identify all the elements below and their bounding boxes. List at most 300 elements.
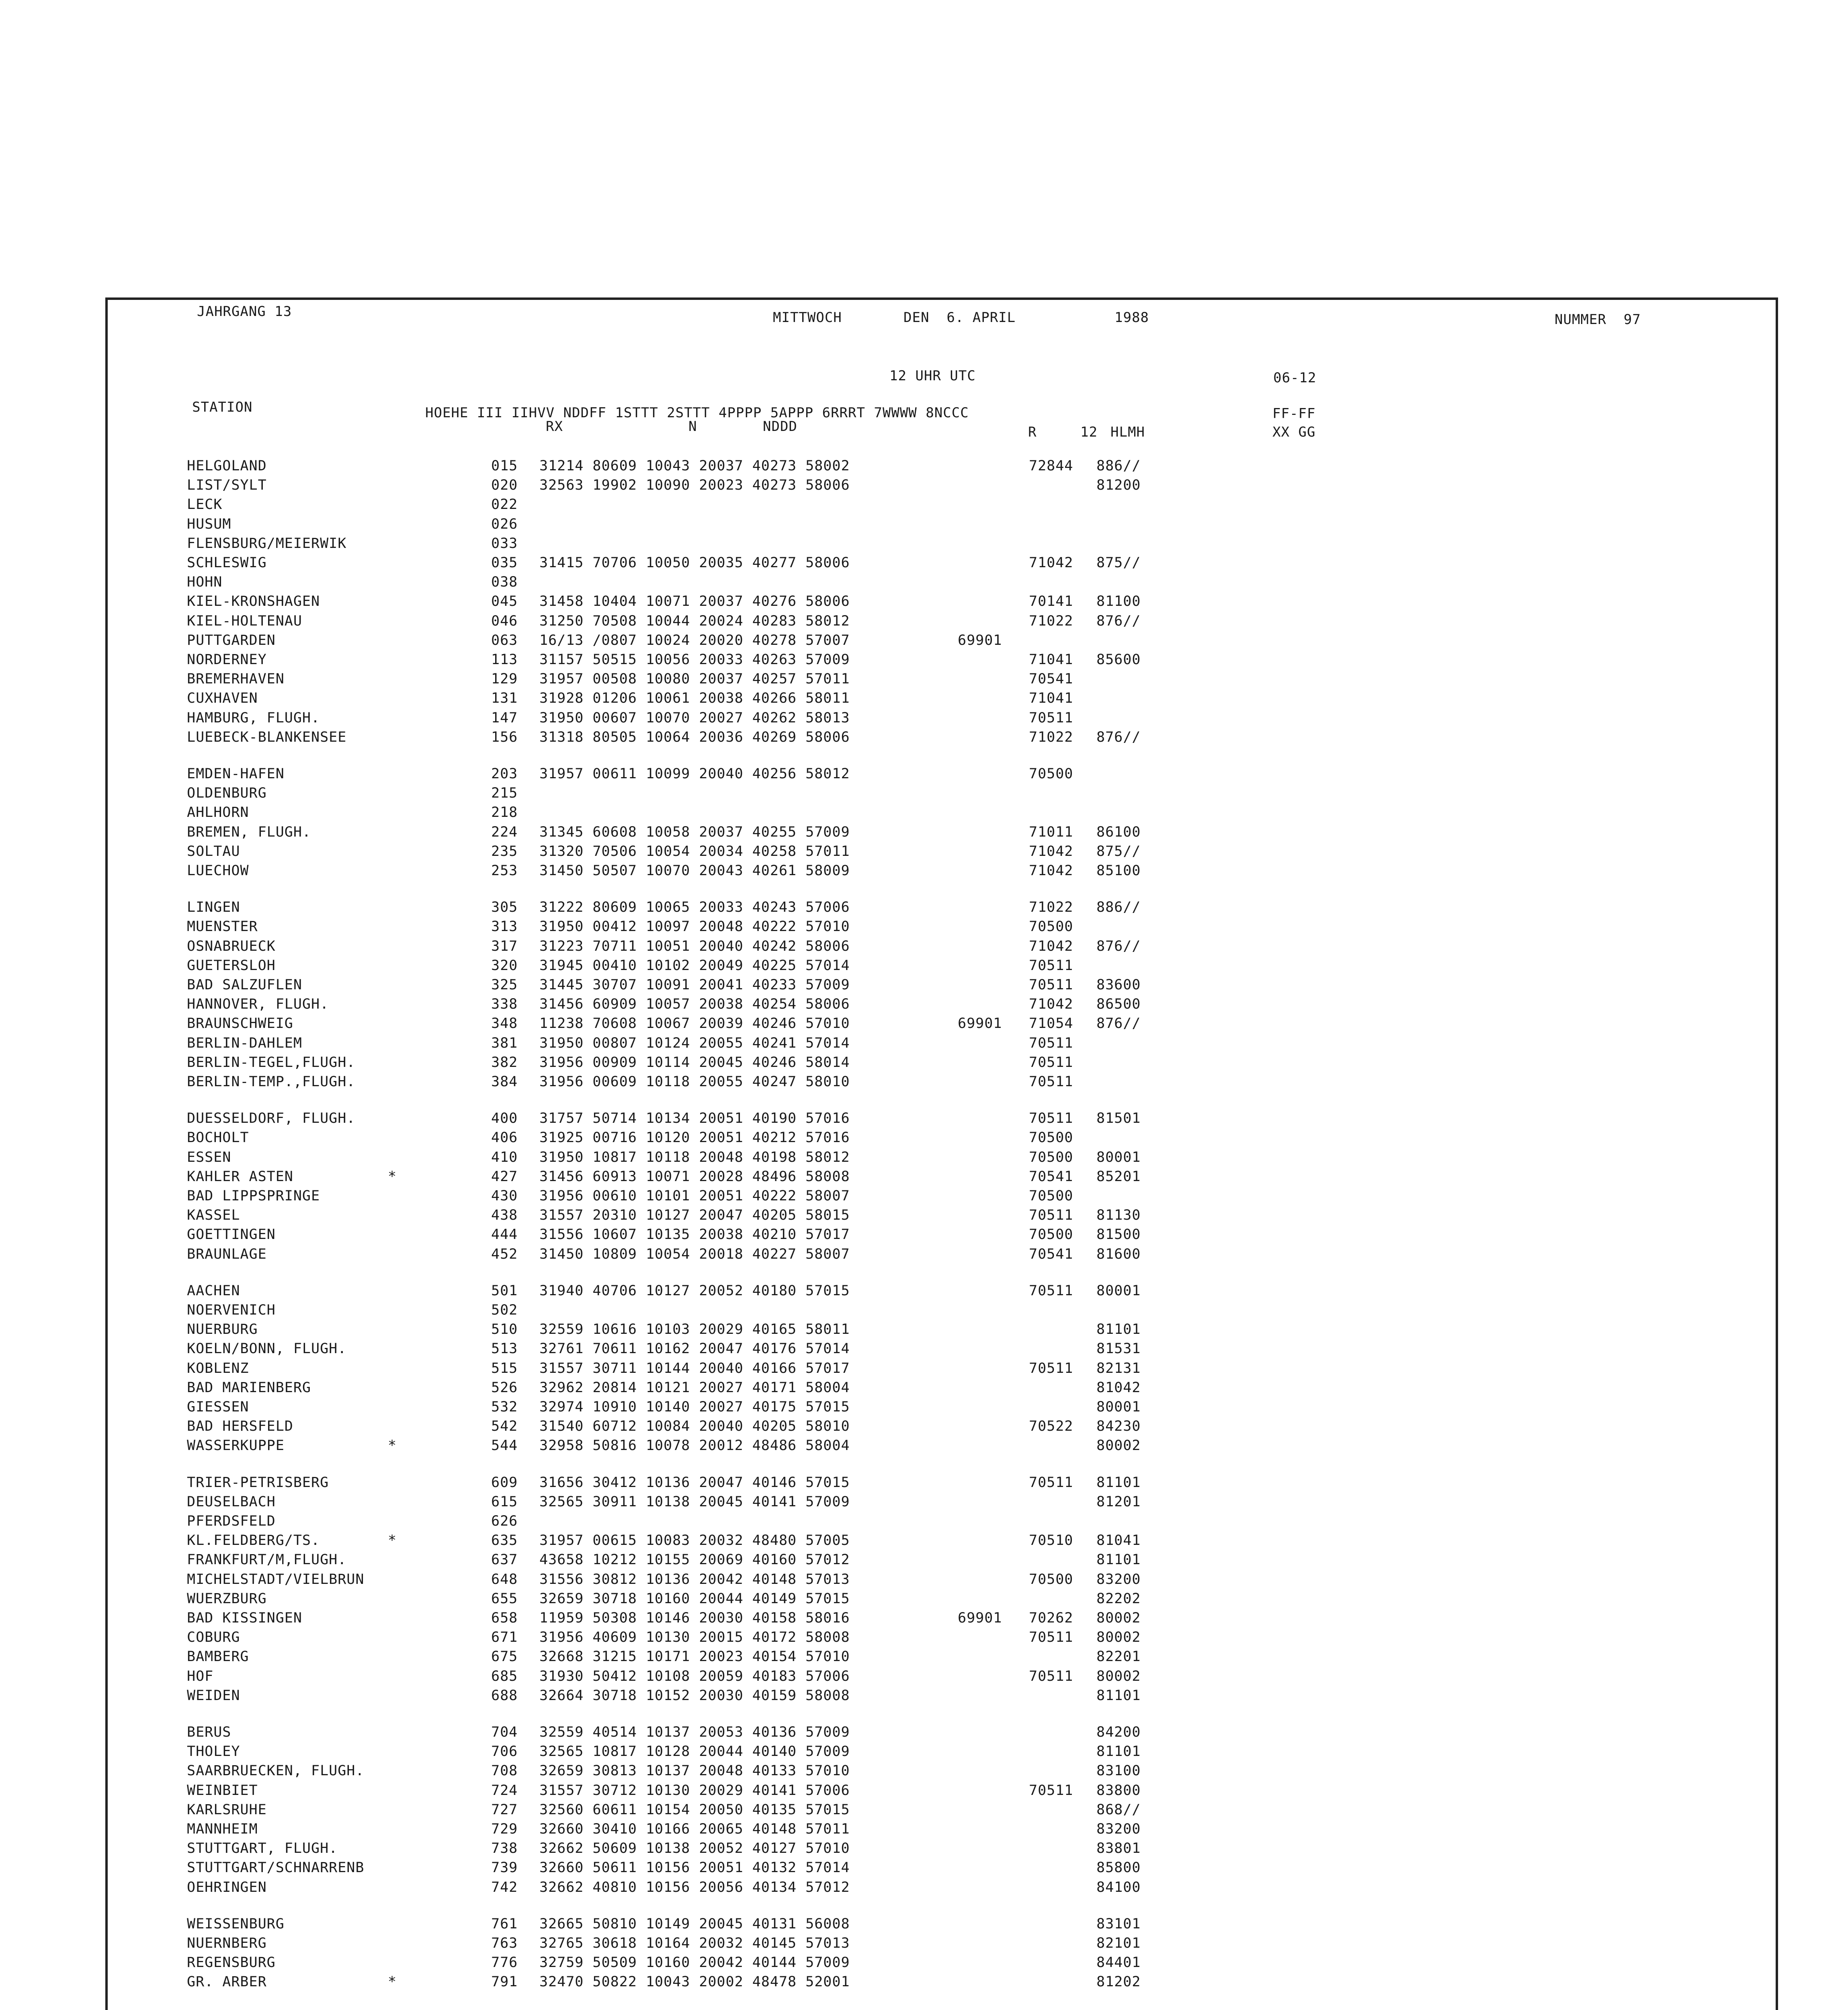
cell-name: MANNHEIM	[187, 1821, 258, 1837]
cell-data: 31950 00412 10097 20048 40222 57010	[539, 919, 850, 935]
cell-data: 31415 70706 10050 20035 40277 58006	[539, 555, 850, 571]
cell-name: WUERZBURG	[187, 1591, 267, 1607]
cell-data: 31250 70508 10044 20024 40283 58012	[539, 613, 850, 629]
cell-iii: 724	[491, 1782, 518, 1799]
cell-n8: 80001	[1096, 1283, 1141, 1299]
cell-n8: 82131	[1096, 1360, 1141, 1376]
cell-name: HOHN	[187, 574, 223, 590]
cell-w7: 71042	[1029, 555, 1074, 571]
cell-iii: 224	[491, 824, 518, 840]
cell-w7: 70500	[1029, 1130, 1074, 1146]
cell-iii: 410	[491, 1149, 518, 1165]
cell-iii: 235	[491, 843, 518, 859]
cell-name: DUESSELDORF, FLUGH.	[187, 1110, 356, 1126]
cell-data: 31950 00807 10124 20055 40241 57014	[539, 1035, 850, 1051]
cell-n8: 875//	[1096, 555, 1141, 571]
cell-name: MICHELSTADT/VIELBRUN	[187, 1571, 365, 1587]
cell-n8: 85201	[1096, 1169, 1141, 1185]
cell-name: HUSUM	[187, 516, 232, 532]
cell-iii: 685	[491, 1668, 518, 1684]
cell-data: 11959 50308 10146 20030 40158 58016	[539, 1610, 850, 1626]
cell-data: 32565 30911 10138 20045 40141 57009	[539, 1494, 850, 1510]
cell-iii: 542	[491, 1418, 518, 1434]
cell-name: SOLTAU	[187, 843, 240, 859]
cell-data: 31956 00909 10114 20045 40246 58014	[539, 1054, 850, 1071]
xx-gg-header: XX GG	[1272, 424, 1316, 440]
cell-iii: 615	[491, 1494, 518, 1510]
cell-name: NORDERNEY	[187, 652, 267, 668]
cell-name: CUXHAVEN	[187, 690, 258, 706]
cell-name: BAMBERG	[187, 1649, 249, 1665]
cell-iii: 729	[491, 1821, 518, 1837]
cell-data: 31945 00410 10102 20049 40225 57014	[539, 958, 850, 974]
cell-data: 32470 50822 10043 20002 48478 52001	[539, 1974, 850, 1990]
cell-data: 32761 70611 10162 20047 40176 57014	[539, 1341, 850, 1357]
cell-name: LIST/SYLT	[187, 477, 267, 493]
cell-name: LUECHOW	[187, 863, 249, 879]
cell-w7: 71011	[1029, 824, 1074, 840]
table-frame	[105, 297, 1778, 2010]
cell-name: FRANKFURT/M,FLUGH.	[187, 1552, 347, 1568]
cell-name: BOCHOLT	[187, 1130, 249, 1146]
cell-data: 16/13 /0807 10024 20020 40278 57007	[539, 632, 850, 648]
cell-n8: 83801	[1096, 1840, 1141, 1856]
cell-data: 32662 40810 10156 20056 40134 57012	[539, 1879, 850, 1895]
cell-w7: 70500	[1029, 919, 1074, 935]
cell-n8: 85100	[1096, 863, 1141, 879]
cell-iii: 515	[491, 1360, 518, 1376]
cell-data: 31557 20310 10127 20047 40205 58015	[539, 1207, 850, 1223]
cell-iii: 655	[491, 1591, 518, 1607]
cell-w7: 70511	[1029, 1074, 1074, 1090]
cell-name: BAD KISSINGEN	[187, 1610, 302, 1626]
cell-n8: 886//	[1096, 899, 1141, 915]
cell-w7: 71041	[1029, 652, 1074, 668]
cell-n8: 81201	[1096, 1494, 1141, 1510]
cell-n8: 876//	[1096, 729, 1141, 745]
cell-iii: 635	[491, 1532, 518, 1549]
cell-iii: 675	[491, 1649, 518, 1665]
cell-r6: 69901	[958, 1610, 1002, 1626]
cell-data: 31456 60909 10057 20038 40254 58006	[539, 996, 850, 1012]
cell-name: KL.FELDBERG/TS.	[187, 1532, 320, 1549]
cell-name: TRIER-PETRISBERG	[187, 1475, 329, 1491]
cell-name: KAHLER ASTEN	[187, 1169, 293, 1185]
cell-name: WASSERKUPPE	[187, 1438, 285, 1454]
cell-name: PUTTGARDEN	[187, 632, 276, 648]
cell-n8: 875//	[1096, 843, 1141, 859]
cell-iii: 218	[491, 804, 518, 820]
cell-n8: 80002	[1096, 1629, 1141, 1645]
cell-iii: 313	[491, 919, 518, 935]
cell-data: 31556 30812 10136 20042 40148 57013	[539, 1571, 850, 1587]
cell-data: 31320 70506 10054 20034 40258 57011	[539, 843, 850, 859]
cell-n8: 81500	[1096, 1227, 1141, 1243]
cell-name: NOERVENICH	[187, 1302, 276, 1318]
cell-data: 31214 80609 10043 20037 40273 58002	[539, 458, 850, 474]
cell-data: 31956 00609 10118 20055 40247 58010	[539, 1074, 850, 1090]
cell-n8: 84230	[1096, 1418, 1141, 1434]
cell-iii: 452	[491, 1246, 518, 1262]
cell-name: GOETTINGEN	[187, 1227, 276, 1243]
cell-name: KIEL-KRONSHAGEN	[187, 593, 320, 609]
cell-n8: 82202	[1096, 1591, 1141, 1607]
cell-name: BERLIN-TEMP.,FLUGH.	[187, 1074, 356, 1090]
cell-iii: 215	[491, 785, 518, 801]
cell-w7: 70511	[1029, 710, 1074, 726]
cell-iii: 513	[491, 1341, 518, 1357]
cell-data: 32660 50611 10156 20051 40132 57014	[539, 1860, 850, 1876]
cell-n8: 81041	[1096, 1532, 1141, 1549]
cell-n8: 84200	[1096, 1724, 1141, 1740]
cell-n8: 876//	[1096, 1015, 1141, 1032]
cell-iii: 046	[491, 613, 518, 629]
cell-iii: 708	[491, 1763, 518, 1779]
cell-w7: 70511	[1029, 1782, 1074, 1799]
cell-w7: 70511	[1029, 1110, 1074, 1126]
cell-data: 31450 50507 10070 20043 40261 58009	[539, 863, 850, 879]
cell-iii: 776	[491, 1955, 518, 1971]
cell-iii: 727	[491, 1802, 518, 1818]
cell-n8: 81101	[1096, 1743, 1141, 1760]
cell-name: ESSEN	[187, 1149, 232, 1165]
cell-iii: 658	[491, 1610, 518, 1626]
cell-iii: 438	[491, 1207, 518, 1223]
cell-w7: 71042	[1029, 843, 1074, 859]
cell-iii: 348	[491, 1015, 518, 1032]
cell-name: SCHLESWIG	[187, 555, 267, 571]
date-label: DEN 6. APRIL	[904, 310, 1016, 326]
cell-name: BERUS	[187, 1724, 232, 1740]
cell-n8: 81531	[1096, 1341, 1141, 1357]
cell-w7: 70500	[1029, 1571, 1074, 1587]
cell-iii: 706	[491, 1743, 518, 1760]
ff-header: FF-FF	[1272, 406, 1316, 422]
cell-n8: 85800	[1096, 1860, 1141, 1876]
cell-name: SAARBRUECKEN, FLUGH.	[187, 1763, 365, 1779]
cell-name: NUERNBERG	[187, 1935, 267, 1951]
cell-n8: 86100	[1096, 824, 1141, 840]
r-header: R	[1028, 424, 1037, 440]
cell-w7: 70522	[1029, 1418, 1074, 1434]
cell-w7: 70541	[1029, 1246, 1074, 1262]
cell-w7: 70500	[1029, 1149, 1074, 1165]
jahrgang-label: JAHRGANG 13	[197, 304, 292, 320]
cell-iii: 381	[491, 1035, 518, 1051]
cell-name: KOELN/BONN, FLUGH.	[187, 1341, 347, 1357]
cell-n8: 81101	[1096, 1552, 1141, 1568]
cell-data: 31930 50412 10108 20059 40183 57006	[539, 1668, 850, 1684]
cell-n8: 84401	[1096, 1955, 1141, 1971]
cell-n8: 886//	[1096, 458, 1141, 474]
cell-iii: 038	[491, 574, 518, 590]
cell-data: 32659 30813 10137 20048 40133 57010	[539, 1763, 850, 1779]
cell-data: 31445 30707 10091 20041 40233 57009	[539, 977, 850, 993]
cell-n8: 86500	[1096, 996, 1141, 1012]
cell-data: 11238 70608 10067 20039 40246 57010	[539, 1015, 850, 1032]
cell-name: HELGOLAND	[187, 458, 267, 474]
cell-name: KASSEL	[187, 1207, 240, 1223]
cell-r6: 69901	[958, 1015, 1002, 1032]
mountain-station-star-icon: *	[388, 1974, 397, 1990]
cell-name: WEISSENBURG	[187, 1916, 285, 1932]
cell-data: 31656 30412 10136 20047 40146 57015	[539, 1475, 850, 1491]
cell-iii: 035	[491, 555, 518, 571]
cell-iii: 382	[491, 1054, 518, 1071]
cell-iii: 626	[491, 1513, 518, 1529]
cell-name: BAD MARIENBERG	[187, 1380, 311, 1396]
cell-w7: 71054	[1029, 1015, 1074, 1032]
cell-w7: 70511	[1029, 1360, 1074, 1376]
cell-data: 31222 80609 10065 20033 40243 57006	[539, 899, 850, 915]
cell-iii: 739	[491, 1860, 518, 1876]
cell-name: KOBLENZ	[187, 1360, 249, 1376]
cell-w7: 70511	[1029, 1475, 1074, 1491]
cell-w7: 71042	[1029, 938, 1074, 954]
cell-name: AACHEN	[187, 1283, 240, 1299]
cell-iii: 400	[491, 1110, 518, 1126]
cell-name: DEUSELBACH	[187, 1494, 276, 1510]
cell-iii: 203	[491, 766, 518, 782]
cell-data: 31956 40609 10130 20015 40172 58008	[539, 1629, 850, 1645]
cell-name: HAMBURG, FLUGH.	[187, 710, 320, 726]
cell-data: 31957 00508 10080 20037 40257 57011	[539, 671, 850, 687]
cell-data: 32974 10910 10140 20027 40175 57015	[539, 1399, 850, 1415]
cell-w7: 70511	[1029, 1035, 1074, 1051]
cell-data: 31318 80505 10064 20036 40269 58006	[539, 729, 850, 745]
cell-data: 32759 50509 10160 20042 40144 57009	[539, 1955, 850, 1971]
cell-w7: 70511	[1029, 1668, 1074, 1684]
cell-data: 32559 40514 10137 20053 40136 57009	[539, 1724, 850, 1740]
cell-data: 31950 00607 10070 20027 40262 58013	[539, 710, 850, 726]
cell-iii: 738	[491, 1840, 518, 1856]
cell-r6: 69901	[958, 632, 1002, 648]
cell-iii: 544	[491, 1438, 518, 1454]
cell-n8: 83800	[1096, 1782, 1141, 1799]
cell-iii: 427	[491, 1169, 518, 1185]
cell-name: EMDEN-HAFEN	[187, 766, 285, 782]
cell-iii: 791	[491, 1974, 518, 1990]
cell-n8: 83200	[1096, 1571, 1141, 1587]
cell-n8: 82201	[1096, 1649, 1141, 1665]
cell-w7: 71022	[1029, 729, 1074, 745]
cell-data: 31950 10817 10118 20048 40198 58012	[539, 1149, 850, 1165]
cell-name: GIESSEN	[187, 1399, 249, 1415]
cell-data: 31456 60913 10071 20028 48496 58008	[539, 1169, 850, 1185]
cell-name: STUTTGART/SCHNARRENB	[187, 1860, 365, 1876]
cell-data: 31557 30712 10130 20029 40141 57006	[539, 1782, 850, 1799]
cell-data: 31557 30711 10144 20040 40166 57017	[539, 1360, 850, 1376]
cell-n8: 81600	[1096, 1246, 1141, 1262]
cell-n8: 81100	[1096, 593, 1141, 609]
cell-name: WEINBIET	[187, 1782, 258, 1799]
cell-iii: 045	[491, 593, 518, 609]
cell-w7: 70511	[1029, 1629, 1074, 1645]
cell-w7: 72844	[1029, 458, 1074, 474]
cell-data: 32662 50609 10138 20052 40127 57010	[539, 1840, 850, 1856]
nddd-header: NDDD	[763, 418, 797, 435]
cell-data: 31928 01206 10061 20038 40266 58011	[539, 690, 850, 706]
cell-name: STUTTGART, FLUGH.	[187, 1840, 338, 1856]
cell-n8: 81042	[1096, 1380, 1141, 1396]
cell-w7: 70500	[1029, 766, 1074, 782]
cell-n8: 83101	[1096, 1916, 1141, 1932]
cell-name: HANNOVER, FLUGH.	[187, 996, 329, 1012]
cell-iii: 063	[491, 632, 518, 648]
cell-iii: 305	[491, 899, 518, 915]
mountain-station-star-icon: *	[388, 1438, 397, 1454]
cell-n8: 81101	[1096, 1475, 1141, 1491]
cell-iii: 688	[491, 1688, 518, 1704]
cell-iii: 131	[491, 690, 518, 706]
cell-name: PFERDSFELD	[187, 1513, 276, 1529]
cell-data: 32958 50816 10078 20012 48486 58004	[539, 1438, 850, 1454]
cell-w7: 71042	[1029, 863, 1074, 879]
cell-iii: 609	[491, 1475, 518, 1491]
cell-name: BAD SALZUFLEN	[187, 977, 302, 993]
cell-name: KIEL-HOLTENAU	[187, 613, 302, 629]
cell-n8: 80002	[1096, 1668, 1141, 1684]
cell-iii: 430	[491, 1188, 518, 1204]
cell-w7: 71022	[1029, 613, 1074, 629]
cell-data: 31157 50515 10056 20033 40263 57009	[539, 652, 850, 668]
cell-name: BERLIN-TEGEL,FLUGH.	[187, 1054, 356, 1071]
cell-name: LUEBECK-BLANKENSEE	[187, 729, 347, 745]
cell-name: HOF	[187, 1668, 214, 1684]
cell-w7: 70511	[1029, 977, 1074, 993]
hlmh-header: HLMH	[1110, 424, 1145, 440]
cell-data: 31450 10809 10054 20018 40227 58007	[539, 1246, 850, 1262]
cell-w7: 70541	[1029, 671, 1074, 687]
cell-n8: 876//	[1096, 938, 1141, 954]
cell-name: LECK	[187, 496, 223, 513]
cell-name: NUERBURG	[187, 1321, 258, 1337]
column-codes-header: HOEHE III IIHVV NDDFF 1STTT 2STTT 4PPPP 5APPP 6RRRT 7WWWW 8NCCC	[425, 405, 969, 421]
cell-n8: 81202	[1096, 1974, 1141, 1990]
observation-time: 12 UHR UTC	[889, 368, 976, 384]
cell-n8: 83600	[1096, 977, 1141, 993]
cell-iii: 502	[491, 1302, 518, 1318]
cell-iii: 526	[491, 1380, 518, 1396]
cell-data: 32668 31215 10171 20023 40154 57010	[539, 1649, 850, 1665]
cell-data: 31540 60712 10084 20040 40205 58010	[539, 1418, 850, 1434]
cell-iii: 338	[491, 996, 518, 1012]
cell-name: AHLHORN	[187, 804, 249, 820]
cell-iii: 704	[491, 1724, 518, 1740]
cell-w7: 71042	[1029, 996, 1074, 1012]
cell-name: GUETERSLOH	[187, 958, 276, 974]
cell-name: BAD HERSFELD	[187, 1418, 293, 1434]
cell-data: 31345 60608 10058 20037 40255 57009	[539, 824, 850, 840]
cell-n8: 80001	[1096, 1399, 1141, 1415]
cell-data: 32665 50810 10149 20045 40131 56008	[539, 1916, 850, 1932]
cell-data: 31957 00615 10083 20032 48480 57005	[539, 1532, 850, 1549]
cell-iii: 325	[491, 977, 518, 993]
cell-iii: 020	[491, 477, 518, 493]
cell-data: 31956 00610 10101 20051 40222 58007	[539, 1188, 850, 1204]
cell-w7: 70541	[1029, 1169, 1074, 1185]
station-header: STATION	[192, 399, 253, 415]
cell-data: 31940 40706 10127 20052 40180 57015	[539, 1283, 850, 1299]
cell-data: 32563 19902 10090 20023 40273 58006	[539, 477, 850, 493]
cell-name: BREMERHAVEN	[187, 671, 285, 687]
cell-n8: 84100	[1096, 1879, 1141, 1895]
cell-w7: 70511	[1029, 1054, 1074, 1071]
cell-iii: 501	[491, 1283, 518, 1299]
cell-name: BERLIN-DAHLEM	[187, 1035, 302, 1051]
cell-w7: 70511	[1029, 1283, 1074, 1299]
n12-header: 12	[1080, 424, 1098, 440]
cell-data: 32560 60611 10154 20050 40135 57015	[539, 1802, 850, 1818]
cell-name: BREMEN, FLUGH.	[187, 824, 311, 840]
cell-data: 32565 10817 10128 20044 40140 57009	[539, 1743, 850, 1760]
cell-name: BRAUNSCHWEIG	[187, 1015, 293, 1032]
cell-n8: 85600	[1096, 652, 1141, 668]
mountain-station-star-icon: *	[388, 1169, 397, 1185]
cell-n8: 876//	[1096, 613, 1141, 629]
cell-iii: 026	[491, 516, 518, 532]
cell-w7: 70511	[1029, 958, 1074, 974]
cell-w7: 71022	[1029, 899, 1074, 915]
cell-n8: 80001	[1096, 1149, 1141, 1165]
cell-w7: 70500	[1029, 1188, 1074, 1204]
year-label: 1988	[1115, 310, 1149, 326]
cell-data: 31556 10607 10135 20038 40210 57017	[539, 1227, 850, 1243]
cell-iii: 022	[491, 496, 518, 513]
cell-name: KARLSRUHE	[187, 1802, 267, 1818]
cell-iii: 317	[491, 938, 518, 954]
cell-data: 32962 20814 10121 20027 40171 58004	[539, 1380, 850, 1396]
cell-n8: 81101	[1096, 1688, 1141, 1704]
cell-w7: 70141	[1029, 593, 1074, 609]
cell-name: BRAUNLAGE	[187, 1246, 267, 1262]
cell-data: 32660 30410 10166 20065 40148 57011	[539, 1821, 850, 1837]
cell-name: BAD LIPPSPRINGE	[187, 1188, 320, 1204]
cell-n8: 81501	[1096, 1110, 1141, 1126]
cell-data: 32559 10616 10103 20029 40165 58011	[539, 1321, 850, 1337]
cell-iii: 033	[491, 535, 518, 552]
cell-n8: 81200	[1096, 477, 1141, 493]
cell-iii: 156	[491, 729, 518, 745]
cell-n8: 83100	[1096, 1763, 1141, 1779]
cell-name: OEHRINGEN	[187, 1879, 267, 1895]
cell-iii: 444	[491, 1227, 518, 1243]
cell-iii: 113	[491, 652, 518, 668]
cell-name: REGENSBURG	[187, 1955, 276, 1971]
mountain-station-star-icon: *	[388, 1532, 397, 1549]
cell-name: FLENSBURG/MEIERWIK	[187, 535, 347, 552]
cell-name: WEIDEN	[187, 1688, 240, 1704]
cell-data: 31925 00716 10120 20051 40212 57016	[539, 1130, 850, 1146]
cell-name: MUENSTER	[187, 919, 258, 935]
cell-iii: 648	[491, 1571, 518, 1587]
cell-data: 31957 00611 10099 20040 40256 58012	[539, 766, 850, 782]
cell-name: OSNABRUECK	[187, 938, 276, 954]
cell-n8: 868//	[1096, 1802, 1141, 1818]
cell-iii: 320	[491, 958, 518, 974]
cell-w7: 70510	[1029, 1532, 1074, 1549]
cell-data: 32659 30718 10160 20044 40149 57015	[539, 1591, 850, 1607]
cell-n8: 80002	[1096, 1610, 1141, 1626]
cell-data: 31223 70711 10051 20040 40242 58006	[539, 938, 850, 954]
cell-name: THOLEY	[187, 1743, 240, 1760]
cell-name: OLDENBURG	[187, 785, 267, 801]
issue-number: NUMMER 97	[1555, 312, 1641, 328]
cell-data: 31458 10404 10071 20037 40276 58006	[539, 593, 850, 609]
cell-iii: 671	[491, 1629, 518, 1645]
cell-n8: 81101	[1096, 1321, 1141, 1337]
cell-data: 32765 30618 10164 20032 40145 57013	[539, 1935, 850, 1951]
